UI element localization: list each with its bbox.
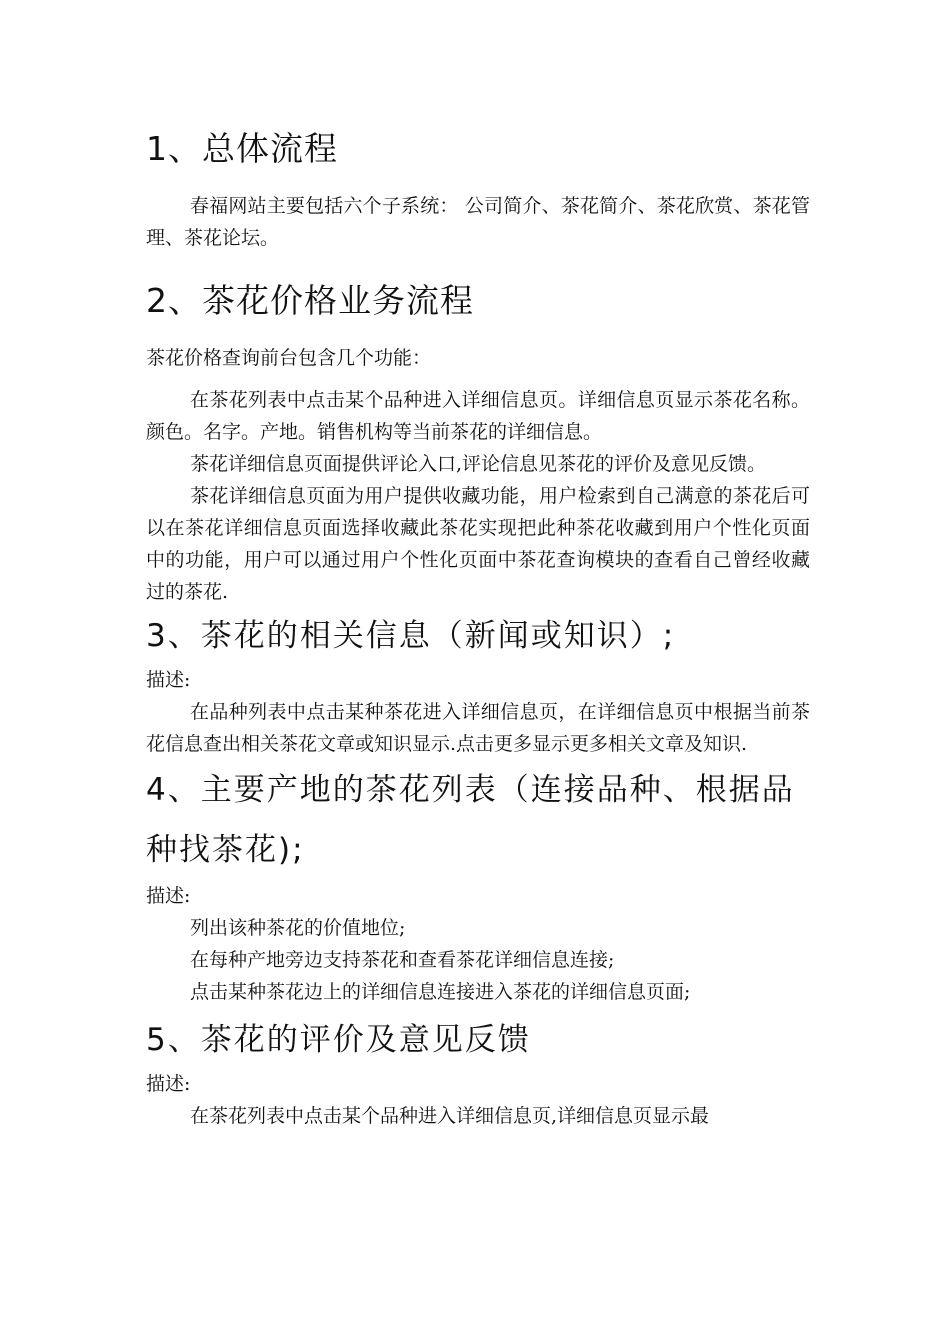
list-item: 在每种产地旁边支持茶花和查看茶花详细信息连接; [190, 949, 615, 971]
heading-origin-list: 4、主要产地的茶花列表（连接品种、根据品种找茶花); [146, 772, 795, 868]
section-overall-process [146, 118, 810, 254]
section-related-info [146, 608, 810, 760]
paragraph-price-detail-2: 茶花详细信息页面提供评论入口,评论信息见茶花的评价及意见反馈。 [190, 453, 767, 475]
paragraph-related-info: 在品种列表中点击某种茶花进入详细信息页，在详细信息页中根据当前茶花信息查出相关茶花文章或知识显示.点击更多显示更多相关文章及知识. [146, 701, 810, 755]
section-feedback [146, 1012, 810, 1132]
paragraph-price-detail-3: 茶花详细信息页面为用户提供收藏功能，用户检索到自己满意的茶花后可以在茶花详细信息页面选择收藏此茶花实现把此种茶花收藏到用户个性化页面中的功能，用户可以通过用户个性化页面中茶花查询模块的查看自己曾经收藏过的茶花. [146, 485, 810, 603]
paragraph-feedback: 在茶花列表中点击某个品种进入详细信息页,详细信息页显示最 [190, 1105, 710, 1127]
paragraph-subsystems: 春福网站主要包括六个子系统： 公司简介、茶花简介、茶花欣赏、茶花管理、茶花论坛。 [146, 195, 810, 249]
label-description: 描述: [146, 1073, 191, 1095]
section-origin-list [146, 760, 810, 1008]
paragraph-price-intro: 茶花价格查询前台包含几个功能： [146, 347, 432, 369]
list-item: 点击某种茶花边上的详细信息连接进入茶花的详细信息页面; [190, 981, 691, 1003]
heading-feedback: 5、茶花的评价及意见反馈 [146, 1022, 531, 1058]
paragraph-price-detail-1: 在茶花列表中点击某个品种进入详细信息页。详细信息页显示茶花名称。颜色。名字。产地。销售机构等当前茶花的详细信息。 [146, 389, 810, 443]
heading-price-process: 2、茶花价格业务流程 [146, 281, 474, 320]
label-description: 描述: [146, 669, 191, 691]
label-description: 描述: [146, 885, 191, 907]
heading-related-info: 3、茶花的相关信息（新闻或知识）; [146, 618, 676, 654]
heading-overall-process: 1、总体流程 [146, 129, 338, 168]
list-item: 列出该种茶花的价值地位; [190, 917, 406, 939]
section-price-process [146, 270, 810, 608]
